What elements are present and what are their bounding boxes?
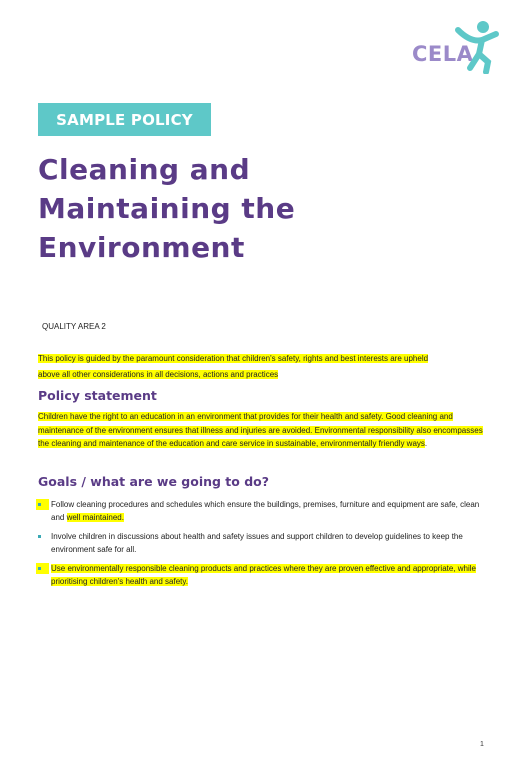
- goal-2-text: Involve children in discussions about health and safety issues and support children to develop guidelines to keep the environment safe for all.: [51, 532, 463, 554]
- page-number: 1: [480, 741, 484, 748]
- page-title: [38, 150, 295, 267]
- bullet-icon: [38, 531, 44, 542]
- title-line: Maintaining the: [38, 192, 296, 225]
- intro-line-1: This policy is guided by the paramount consideration that children's safety, rights and best interests are upheld: [38, 354, 429, 363]
- bullet-icon: [36, 563, 49, 574]
- title-line: Cleaning and: [38, 153, 251, 186]
- intro-paragraph: [38, 351, 484, 383]
- logo-text: CELA: [412, 42, 474, 66]
- sample-policy-badge: SAMPLE POLICY: [38, 103, 211, 136]
- bullet-icon: [36, 499, 49, 510]
- quality-area-label: QUALITY AREA 2: [42, 322, 106, 331]
- cela-logo: [412, 20, 504, 76]
- goal-1-text: Follow cleaning procedures and schedules which ensure the buildings, premises, furniture and equipment are safe, clean and: [51, 500, 480, 522]
- goals-heading: Goals / what are we going to do?: [38, 474, 270, 489]
- goals-list: [38, 498, 486, 594]
- policy-statement-end: .: [424, 439, 428, 448]
- policy-statement-text: [38, 410, 484, 451]
- list-item: [38, 498, 486, 524]
- list-item: [38, 562, 486, 588]
- goal-1-highlight: well maintained.: [66, 513, 124, 522]
- person-jumping-icon: [452, 20, 504, 74]
- title-line: Environment: [38, 231, 245, 264]
- list-item: [38, 530, 486, 556]
- policy-statement-highlight: Children have the right to an education in an environment that provides for their health and safety. Good cleaning and maintenance of the environment ensures that illness and injuries are avoided. Environmental responsibility also encompasses the cleaning and maintenance of the education and care service in sustainable, environmentally friendly ways: [38, 412, 483, 448]
- intro-line-2: above all other considerations in all decisions, actions and practices: [38, 370, 279, 379]
- goal-3-text: Use environmentally responsible cleaning products and practices where they are proven effective and appropriate, while prioritising children's health and safety.: [51, 564, 476, 586]
- policy-statement-heading: Policy statement: [38, 388, 157, 403]
